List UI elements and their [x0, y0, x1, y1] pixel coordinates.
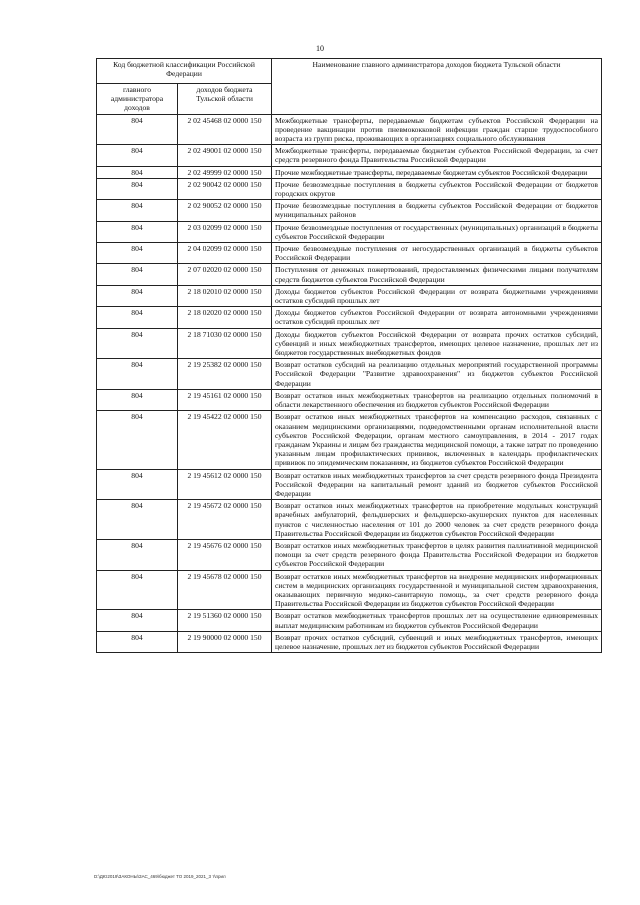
revenue-name-cell: Доходы бюджетов субъектов Российской Федерации от возврата автономными учреждениями остатков субсидий прошлых лет: [272, 307, 602, 328]
revenue-code-cell: 2 03 02099 02 0000 150: [178, 221, 272, 242]
admin-code-cell: 804: [97, 359, 178, 390]
table-row: [97, 570, 602, 610]
table-row: [97, 539, 602, 570]
table-row: [97, 145, 602, 166]
file-path-footer: D:\ДЮ2019\ЗАКОНЫ\ЗАС_469\бюджет ТО 2019_2021_3 т\прил: [94, 874, 226, 879]
table-row: [97, 610, 602, 631]
admin-column-header: главного администратора доходов: [97, 84, 178, 115]
revenue-code-cell: 2 19 45422 02 0000 150: [178, 411, 272, 469]
revenue-name-cell: Возврат остатков иных межбюджетных трансфертов за счет средств резервного фонда Президента Российской Федерации на капитальный ремонт зданий из бюджетов субъектов Российской Федерации: [272, 469, 602, 500]
table-row: [97, 411, 602, 469]
table-row: [97, 264, 602, 285]
admin-code-cell: 804: [97, 500, 178, 540]
revenue-name-cell: Межбюджетные трансферты, передаваемые бюджетам субъектов Российской Федерации на проведение вакцинации против пневмококковой инфекции граждан старше трудоспособного возраста из групп риска, проживающих в организациях социального обслуживания: [272, 114, 602, 145]
revenue-code-cell: 2 19 45612 02 0000 150: [178, 469, 272, 500]
table-row: [97, 469, 602, 500]
revenue-code-cell: 2 19 45161 02 0000 150: [178, 389, 272, 410]
revenue-code-cell: 2 19 25382 02 0000 150: [178, 359, 272, 390]
revenue-code-cell: 2 02 45468 02 0000 150: [178, 114, 272, 145]
revenue-name-cell: Возврат остатков межбюджетных трансфертов прошлых лет на осуществление единовременных выплат медицинским работникам из бюджетов субъектов Российской Федерации: [272, 610, 602, 631]
revenue-code-cell: 2 18 02020 02 0000 150: [178, 307, 272, 328]
revenue-code-cell: 2 18 71030 02 0000 150: [178, 328, 272, 359]
revenue-code-cell: 2 18 02010 02 0000 150: [178, 285, 272, 306]
admin-code-cell: 804: [97, 307, 178, 328]
admin-code-cell: 804: [97, 145, 178, 166]
table-row: [97, 631, 602, 652]
budget-revenue-table: [96, 58, 602, 653]
revenue-name-cell: Доходы бюджетов субъектов Российской Федерации от возврата прочих остатков субсидий, субвенций и иных межбюджетных трансфертов, имеющих целевое назначение, прошлых лет из бюджетов государственных внебюджетных фондов: [272, 328, 602, 359]
admin-code-cell: 804: [97, 221, 178, 242]
revenue-name-cell: Возврат остатков иных межбюджетных трансфертов на приобретение модульных конструкций врачебных амбулаторий, фельдшерских и фельдшерско-акушерских пунктов для населенных пунктов с численностью населения от 101 до 2000 человек за счет средств резервного фонда Правительства Российской Федерации из бюджетов субъектов Российской Федерации: [272, 500, 602, 540]
admin-code-cell: 804: [97, 166, 178, 178]
name-column-header: Наименование главного администратора доходов бюджета Тульской области: [272, 59, 602, 115]
admin-code-cell: 804: [97, 200, 178, 221]
table-row: [97, 114, 602, 145]
revenue-code-cell: 2 19 45678 02 0000 150: [178, 570, 272, 610]
revenue-name-cell: Межбюджетные трансферты, передаваемые бюджетам субъектов Российской Федерации, за счет средств резервного фонда Правительства Российской Федерации: [272, 145, 602, 166]
revenue-name-cell: Прочие межбюджетные трансферты, передаваемые бюджетам субъектов Российской Федерации: [272, 166, 602, 178]
revenue-name-cell: Возврат прочих остатков субсидий, субвенций и иных межбюджетных трансфертов, имеющих целевое назначение, прошлых лет из бюджетов субъектов Российской Федерации: [272, 631, 602, 652]
revenue-name-cell: Возврат остатков субсидий на реализацию отдельных мероприятий государственной программы Российской Федерации "Развитие здравоохранения" из бюджетов субъектов Российской Федерации: [272, 359, 602, 390]
admin-code-cell: 804: [97, 631, 178, 652]
admin-code-cell: 804: [97, 389, 178, 410]
revenue-code-cell: 2 02 90052 02 0000 150: [178, 200, 272, 221]
table-row: [97, 221, 602, 242]
table-row: [97, 166, 602, 178]
revenue-name-cell: Возврат остатков иных межбюджетных трансфертов в целях развития паллиативной медицинской помощи за счет средств резервного фонда Правительства Российской Федерации из бюджетов субъектов Российской Федерации: [272, 539, 602, 570]
table-row: [97, 389, 602, 410]
revenue-code-cell: 2 04 02099 02 0000 150: [178, 243, 272, 264]
revenue-name-cell: Доходы бюджетов субъектов Российской Федерации от возврата бюджетными учреждениями остатков субсидий прошлых лет: [272, 285, 602, 306]
code-column-header: доходов бюджета Тульской области: [178, 84, 272, 115]
revenue-code-cell: 2 02 49001 02 0000 150: [178, 145, 272, 166]
revenue-name-cell: Возврат остатков иных межбюджетных трансфертов на внедрение медицинских информационных систем в медицинских организациях государственной и муниципальной систем здравоохранения, оказывающих первичную медико-санитарную помощь, за счет средств резервного фонда Правительства Российской Федерации из бюджетов субъектов Российской Федерации: [272, 570, 602, 610]
admin-code-cell: 804: [97, 570, 178, 610]
revenue-code-cell: 2 19 51360 02 0000 150: [178, 610, 272, 631]
kbk-group-header: Код бюджетной классификации Российской Федерации: [97, 59, 272, 84]
revenue-code-cell: 2 19 45672 02 0000 150: [178, 500, 272, 540]
table-row: [97, 243, 602, 264]
revenue-code-cell: 2 19 90000 02 0000 150: [178, 631, 272, 652]
admin-code-cell: 804: [97, 539, 178, 570]
table-row: [97, 178, 602, 199]
revenue-code-cell: 2 07 02020 02 0000 150: [178, 264, 272, 285]
revenue-code-cell: 2 19 45676 02 0000 150: [178, 539, 272, 570]
table-row: [97, 285, 602, 306]
table-body: [97, 114, 602, 653]
admin-code-cell: 804: [97, 178, 178, 199]
table-row: [97, 500, 602, 540]
table-row: [97, 359, 602, 390]
revenue-name-cell: Прочие безвозмездные поступления от негосударственных организаций в бюджеты субъектов Российской Федерации: [272, 243, 602, 264]
admin-code-cell: 804: [97, 285, 178, 306]
admin-code-cell: 804: [97, 114, 178, 145]
revenue-name-cell: Возврат остатков иных межбюджетных трансфертов на реализацию отдельных полномочий в области лекарственного обеспечения из бюджетов субъектов Российской Федерации: [272, 389, 602, 410]
admin-code-cell: 804: [97, 328, 178, 359]
revenue-name-cell: Прочие безвозмездные поступления в бюджеты субъектов Российской Федерации от бюджетов муниципальных районов: [272, 200, 602, 221]
revenue-name-cell: Возврат остатков иных межбюджетных трансфертов на компенсацию расходов, связанных с оказанием медицинскими организациями, подведомственными органам исполнительной власти субъектов Российской Федерации, органам местного самоуправления, в 2014 - 2017 годах гражданам Украины и лицам без гражданства медицинской помощи, а также затрат по проведению указанным лицам профилактических прививок, включенных в календарь профилактических прививок по эпидемическим показаниям, из бюджетов субъектов Российской Федерации: [272, 411, 602, 469]
page-number: 10: [316, 44, 324, 53]
table-row: [97, 328, 602, 359]
table-row: [97, 200, 602, 221]
admin-code-cell: 804: [97, 411, 178, 469]
revenue-code-cell: 2 02 49999 02 0000 150: [178, 166, 272, 178]
table-row: [97, 307, 602, 328]
revenue-name-cell: Прочие безвозмездные поступления в бюджеты субъектов Российской Федерации от бюджетов городских округов: [272, 178, 602, 199]
revenue-code-cell: 2 02 90042 02 0000 150: [178, 178, 272, 199]
admin-code-cell: 804: [97, 469, 178, 500]
revenue-name-cell: Прочие безвозмездные поступления от государственных (муниципальных) организаций в бюджеты субъектов Российской Федерации: [272, 221, 602, 242]
revenue-name-cell: Поступления от денежных пожертвований, предоставляемых физическими лицами получателям средств бюджетов субъектов Российской Федерации: [272, 264, 602, 285]
admin-code-cell: 804: [97, 264, 178, 285]
admin-code-cell: 804: [97, 610, 178, 631]
admin-code-cell: 804: [97, 243, 178, 264]
